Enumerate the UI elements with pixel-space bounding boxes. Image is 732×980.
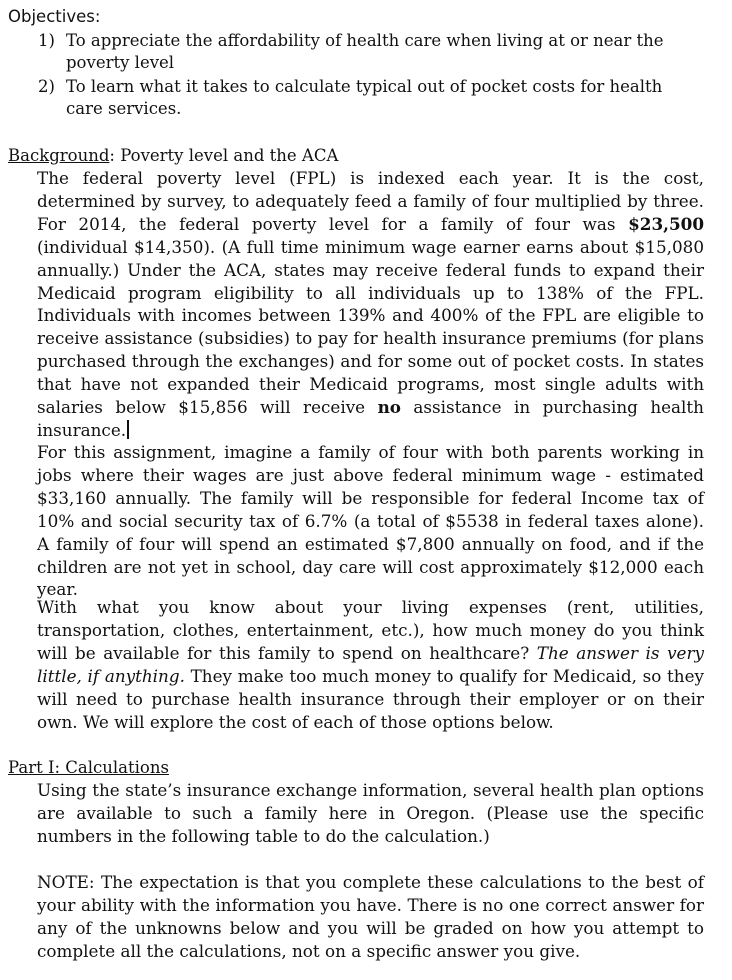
background-paragraph-3 bbox=[37, 596, 704, 733]
text-run: They make too much money to qualify for Medicaid, so they will need to purchase health insurance through their employer or on their own. We will explore the cost of each of those options below. bbox=[37, 665, 704, 732]
text-run: With what you know about your living expenses (rent, utilities, transportation, clothes, entertainment, etc.), how much money do you think will be available for this family to spend on healthcare? bbox=[37, 597, 704, 663]
background-paragraph-2: For this assignment, imagine a family of four with both parents working in jobs where their wages are just above federal minimum wage - estimated $33,160 annually. The family will be responsible for federal Income tax of 10% and social security tax of 6.7% (a total of $5538 in federal taxes alone). A family of four will spend an estimated $7,800 annually on food, and if the children are not yet in school, day care will cost approximately $12,000 each year. bbox=[37, 442, 704, 600]
text-run: The federal poverty level (FPL) is indexed each year. It is the cost, determined by survey, to adequately feed a family of four multiplied by three. For 2014, the federal poverty level for a family of four was bbox=[37, 168, 704, 234]
background-paragraph-1 bbox=[37, 167, 704, 442]
part1-heading-label: Part I: Calculations bbox=[8, 758, 169, 777]
fpl-amount: $23,500 bbox=[628, 213, 704, 234]
part1-heading bbox=[8, 757, 169, 779]
background-heading-label: Background bbox=[8, 146, 110, 165]
text-run: assistance in purchasing health insurance. bbox=[37, 397, 704, 440]
objective-text: To learn what it takes to calculate typical out of pocket costs for health care services. bbox=[66, 77, 663, 118]
objectives-heading: Objectives: bbox=[8, 7, 101, 26]
objective-item bbox=[38, 30, 698, 74]
text-run: (individual $14,350). (A full time minimum wage earner earns about $15,080 annually.) Under the ACA, states may receive federal funds to expand their Medicaid program eligibility to all individuals up to 138% of the FPL. Individuals with incomes between 139% and 400% of the FPL are eligible to receive assistance (subsidies) to pay for health insurance premiums (for plans purchased through the exchanges) and for some out of pocket costs. In states that have not expanded their Medicaid programs, most single adults with salaries below $15,856 will receive bbox=[37, 236, 704, 418]
text-cursor bbox=[127, 420, 129, 439]
background-heading-title: : Poverty level and the ACA bbox=[109, 146, 339, 165]
part1-paragraph-2: NOTE: The expectation is that you complete these calculations to the best of your ability with the information you have. There is no one correct answer for any of the unknowns below and you will be graded on how you attempt to complete all the calculations, not on a specific answer you give. bbox=[37, 872, 704, 961]
background-heading bbox=[8, 145, 338, 167]
part1-paragraph-1: Using the state’s insurance exchange information, several health plan options are available to such a family here in Oregon. (Please use the specific numbers in the following table to do the calculation.) bbox=[37, 780, 704, 846]
italic-answer: The answer is very little, if anything. bbox=[37, 642, 704, 686]
emphasis-no: no bbox=[377, 397, 401, 418]
objective-text: To appreciate the affordability of health care when living at or near the poverty level bbox=[66, 31, 664, 72]
objective-number: 2) bbox=[38, 77, 55, 96]
objective-item bbox=[38, 76, 698, 120]
objective-number: 1) bbox=[38, 31, 55, 50]
objectives-list bbox=[38, 30, 698, 122]
